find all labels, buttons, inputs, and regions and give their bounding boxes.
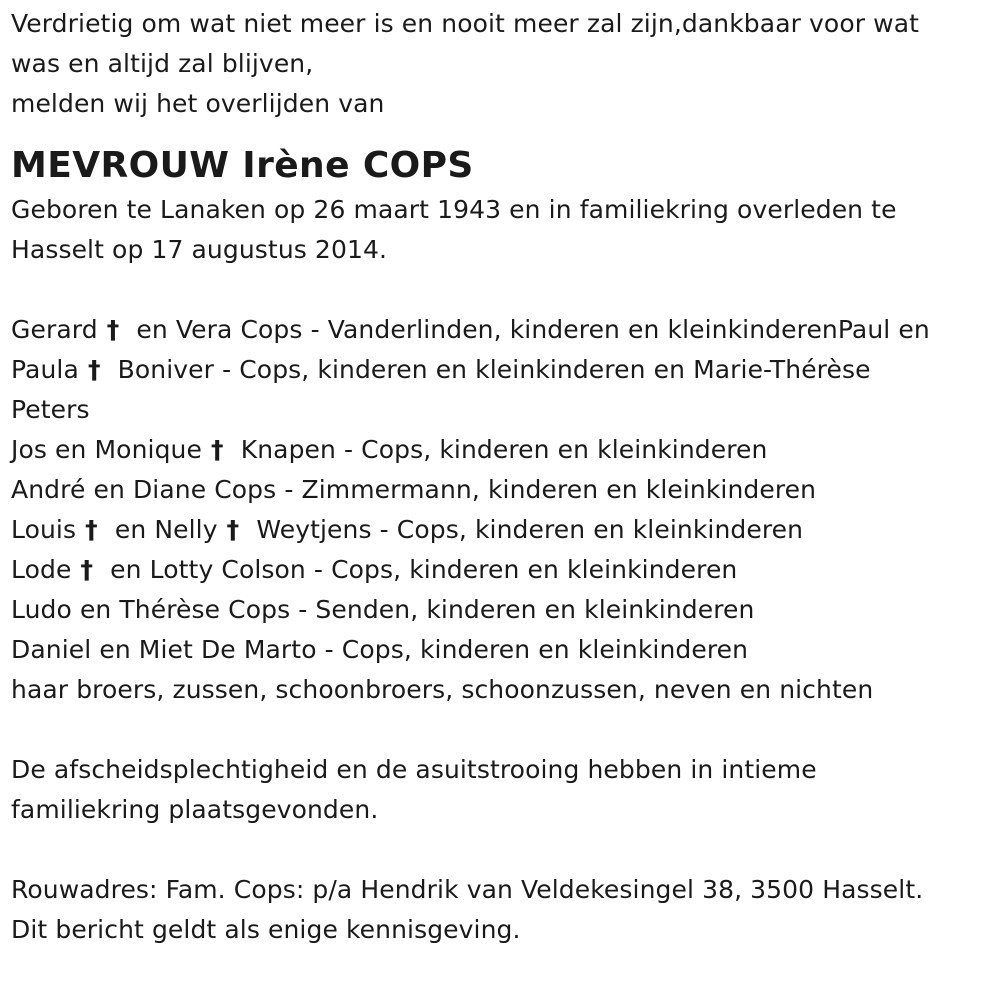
spacer <box>11 270 996 310</box>
intro-line-2: was en altijd zal blijven, <box>11 49 314 78</box>
cross-icon: † <box>85 515 98 544</box>
family-row-6 <box>11 510 996 550</box>
family-row-1-part-a: Gerard <box>11 315 98 344</box>
cross-icon: † <box>87 355 101 384</box>
obituary-notice <box>11 4 996 950</box>
family-row-1-part-b: en Vera Cops - Vanderlinden, kinderen en kleinkinderenPaul en <box>128 315 930 344</box>
deceased-name: MEVROUW Irène COPS <box>11 145 474 186</box>
address-line: Rouwadres: Fam. Cops: p/a Hendrik van Veldekesingel 38, 3500 Hasselt. <box>11 875 924 904</box>
family-row-7-part-b: en Lotty Colson - Cops, kinderen en kleinkinderen <box>102 555 738 584</box>
spacer <box>11 710 996 750</box>
intro-line-1: Verdrietig om wat niet meer is en nooit meer zal zijn,dankbaar voor wat <box>11 9 920 38</box>
cross-icon: † <box>226 515 240 544</box>
cross-icon: † <box>211 435 224 464</box>
cross-icon: † <box>80 555 94 584</box>
family-row-5: André en Diane Cops - Zimmermann, kinderen en kleinkinderen <box>11 475 817 504</box>
family-row-6-part-c: Weytjens - Cops, kinderen en kleinkinderen <box>248 515 804 544</box>
ceremony-line-1: De afscheidsplechtigheid en de asuitstrooing hebben in intieme <box>11 755 817 784</box>
family-row-6-part-b: en Nelly <box>106 515 218 544</box>
spacer <box>11 830 996 870</box>
family-row-8: Ludo en Thérèse Cops - Senden, kinderen en kleinkinderen <box>11 595 755 624</box>
family-row-9: Daniel en Miet De Marto - Cops, kinderen en kleinkinderen <box>11 635 749 664</box>
family-row-4-part-a: Jos en Monique <box>11 435 202 464</box>
family-row-7-part-a: Lode <box>11 555 72 584</box>
family-row-10: haar broers, zussen, schoonbroers, schoonzussen, neven en nichten <box>11 675 874 704</box>
family-row-4-part-b: Knapen - Cops, kinderen en kleinkinderen <box>232 435 768 464</box>
family-row-7 <box>11 550 996 590</box>
family-row-6-part-a: Louis <box>11 515 77 544</box>
intro-line-3: melden wij het overlijden van <box>11 89 385 118</box>
family-row-4 <box>11 430 996 470</box>
family-row-1 <box>11 310 996 350</box>
family-row-3: Peters <box>11 395 90 424</box>
ceremony-line-2: familiekring plaatsgevonden. <box>11 795 379 824</box>
cross-icon: † <box>106 315 120 344</box>
birth-line-1: Geboren te Lanaken op 26 maart 1943 en in familiekring overleden te <box>11 195 897 224</box>
birth-line-2: Hasselt op 17 augustus 2014. <box>11 235 388 264</box>
family-row-2-part-a: Paula <box>11 355 79 384</box>
family-row-2 <box>11 350 996 390</box>
notice-line: Dit bericht geldt als enige kennisgeving. <box>11 915 521 944</box>
family-row-2-part-b: Boniver - Cops, kinderen en kleinkinderen en Marie-Thérèse <box>109 355 871 384</box>
